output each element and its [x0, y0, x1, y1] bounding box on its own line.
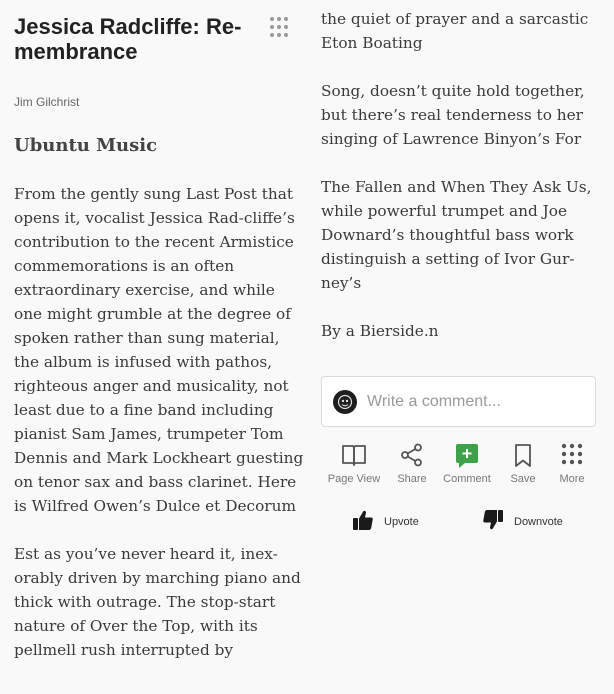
- book-icon: [322, 443, 386, 471]
- article-author: Jim Gilchrist: [14, 95, 80, 109]
- comment-input[interactable]: [367, 393, 587, 411]
- upvote-label: Upvote: [384, 516, 419, 528]
- page-view-button[interactable]: [322, 443, 386, 485]
- save-label: Save: [510, 473, 536, 485]
- more-button[interactable]: [540, 443, 604, 485]
- section-heading: Ubuntu Music: [14, 135, 158, 156]
- more-icon: [540, 443, 604, 471]
- comment-box[interactable]: [321, 376, 596, 427]
- downvote-label: Downvote: [514, 516, 563, 528]
- avatar: [333, 390, 357, 414]
- downvote-button[interactable]: [482, 509, 563, 535]
- thumbs-up-icon: [352, 509, 374, 535]
- article-paragraph: By a Bierside.n: [321, 322, 439, 340]
- article-paragraph: the quiet of prayer and a sarcastic Eton Boating: [321, 10, 589, 52]
- article-left-column: [14, 14, 304, 662]
- page-view-label: Page View: [327, 473, 381, 485]
- article-paragraph: From the gently sung Last Post that opens it, vocalist Jessica Rad-cliffe’s contribution to the recent Armistice commemorations is an often extraordinary exercise, and while one might grumble at the degree of spoken rather than sung material, the album is infused with pathos, righteous anger and musicality, not least due to a fine band including pianist Sam James, trumpeter Tom Dennis and Mark Lockheart guesting on tenor sax and bass clarinet. Here is Wilfred Owen’s Dulce et Decorum: [14, 185, 304, 515]
- article-toolbar: [321, 443, 601, 487]
- article-paragraph: Song, doesn’t quite hold together, but there’s real tenderness to her singing of Lawrence Binyon’s For: [321, 82, 585, 148]
- drag-handle-icon[interactable]: [268, 16, 290, 38]
- article-right-column: [321, 10, 597, 343]
- comment-label: Comment: [443, 473, 491, 485]
- comment-icon: [435, 443, 499, 471]
- comment-button[interactable]: [435, 443, 499, 485]
- more-label: More: [559, 473, 585, 485]
- article-paragraph: Est as you’ve never heard it, inex-orably driven by marching piano and thick with outrage. The stop-start nature of Over the Top, with its pellmell rush interrupted by: [14, 545, 301, 659]
- share-label: Share: [397, 473, 427, 485]
- upvote-button[interactable]: [352, 509, 419, 535]
- article-title: Jessica Radcliffe: Re-membrance: [14, 14, 242, 64]
- article-paragraph: The Fallen and When They Ask Us, while powerful trumpet and Joe Downard’s thoughtful bass work distinguish a setting of Ivor Gur-ney’s: [321, 178, 592, 292]
- thumbs-down-icon: [482, 509, 504, 535]
